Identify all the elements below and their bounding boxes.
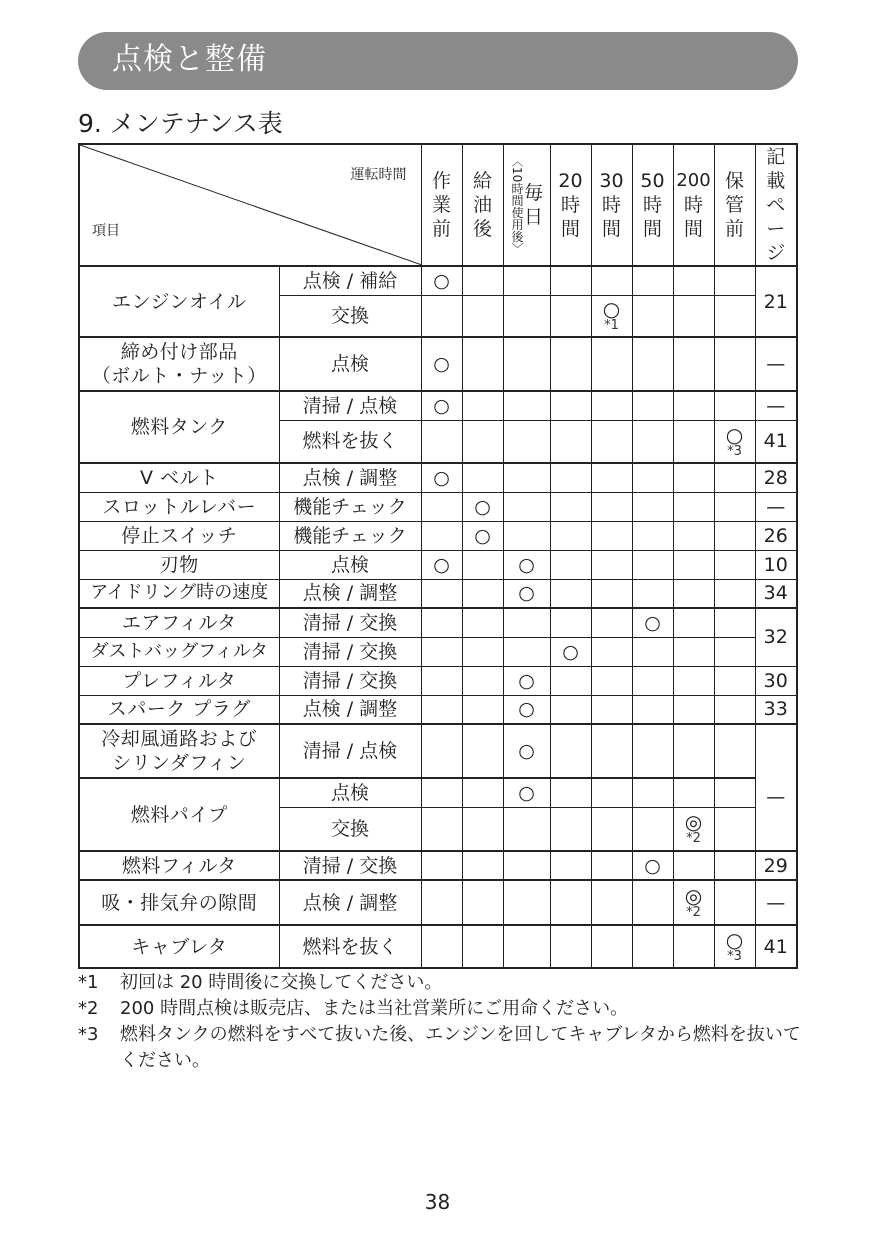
circle-mark: ○ bbox=[632, 851, 673, 880]
row-item: スロットルレバー bbox=[79, 492, 279, 521]
row-work: 交換 bbox=[279, 295, 421, 337]
row-item: エアフィルタ bbox=[79, 608, 279, 637]
col-daily: 〈10時間使用後〉 毎 日 bbox=[503, 144, 550, 266]
row-page: — bbox=[755, 724, 797, 851]
footnote-ref: *3 bbox=[727, 443, 742, 459]
circle-mark: ○ bbox=[421, 550, 462, 579]
banner-title: 点検と整備 bbox=[112, 42, 267, 77]
row-page: 30 bbox=[755, 666, 797, 695]
row-work: 点検 / 補給 bbox=[279, 266, 421, 295]
table-row bbox=[79, 695, 797, 724]
row-work: 点検 / 調整 bbox=[279, 880, 421, 925]
table-row bbox=[79, 463, 797, 492]
row-item: エンジンオイル bbox=[79, 266, 279, 337]
footnote-ref: *2 bbox=[686, 831, 701, 847]
row-work: 交換 bbox=[279, 807, 421, 851]
item-label: 項目 bbox=[92, 223, 120, 239]
row-work: 燃料を抜く bbox=[279, 420, 421, 463]
footnote: *2 200 時間点検は販売店、または当社営業所にご用命ください。 bbox=[78, 998, 629, 1019]
circle-mark: ○ bbox=[503, 550, 550, 579]
row-work: 清掃 / 交換 bbox=[279, 637, 421, 666]
section-title: 9. メンテナンス表 bbox=[78, 109, 283, 138]
table-row bbox=[79, 880, 797, 925]
double-circle-mark: ◎ bbox=[684, 884, 703, 908]
table-row bbox=[79, 608, 797, 637]
circle-mark: ○ bbox=[503, 666, 550, 695]
row-work: 点検 / 調整 bbox=[279, 463, 421, 492]
circle-mark: ○ bbox=[725, 928, 744, 952]
col-page: 記 載 ペ ー ジ bbox=[755, 144, 797, 266]
col-30h: 30 時 間 bbox=[591, 144, 632, 266]
row-item: 停止スイッチ bbox=[79, 521, 279, 550]
row-page: 26 bbox=[755, 521, 797, 550]
circle-mark: ○ bbox=[602, 297, 621, 322]
interval-cell bbox=[714, 925, 755, 968]
row-page: — bbox=[755, 337, 797, 391]
interval-cell bbox=[714, 420, 755, 463]
col-50h: 50 時 間 bbox=[632, 144, 673, 266]
maintenance-table bbox=[78, 143, 798, 969]
row-page: 41 bbox=[755, 925, 797, 968]
col-after-refuel: 給 油 後 bbox=[462, 144, 503, 266]
interval-cell bbox=[673, 880, 714, 925]
row-work: 清掃 / 点検 bbox=[279, 391, 421, 420]
row-item: 吸・排気弁の隙間 bbox=[79, 880, 279, 925]
interval-cell bbox=[591, 295, 632, 337]
row-item: プレフィルタ bbox=[79, 666, 279, 695]
footnotes bbox=[78, 970, 808, 1074]
table-row bbox=[79, 550, 797, 579]
row-item: ダストバッグフィルタ bbox=[79, 637, 279, 666]
circle-mark: ○ bbox=[550, 637, 591, 666]
table-row bbox=[79, 492, 797, 521]
table-row bbox=[79, 925, 797, 968]
col-before-work: 作 業 前 bbox=[421, 144, 462, 266]
row-work: 機能チェック bbox=[279, 521, 421, 550]
circle-mark: ○ bbox=[503, 724, 550, 778]
row-item: 刃物 bbox=[79, 550, 279, 579]
footnote: *1 初回は 20 時間後に交換してください。 bbox=[78, 972, 443, 993]
row-page: 10 bbox=[755, 550, 797, 579]
row-page: — bbox=[755, 391, 797, 420]
circle-mark: ○ bbox=[421, 266, 462, 295]
table-row bbox=[79, 391, 797, 420]
circle-mark: ○ bbox=[503, 778, 550, 807]
row-item: 冷却風通路および シリンダフィン bbox=[79, 724, 279, 778]
row-page: 34 bbox=[755, 579, 797, 608]
row-item: 燃料タンク bbox=[79, 391, 279, 463]
row-item: 燃料パイプ bbox=[79, 778, 279, 851]
table-row bbox=[79, 337, 797, 391]
row-page: 28 bbox=[755, 463, 797, 492]
double-circle-mark: ◎ bbox=[684, 810, 703, 835]
circle-mark: ○ bbox=[421, 463, 462, 492]
row-page: 41 bbox=[755, 420, 797, 463]
row-work: 清掃 / 交換 bbox=[279, 608, 421, 637]
circle-mark: ○ bbox=[503, 695, 550, 724]
row-item: V ベルト bbox=[79, 463, 279, 492]
row-work: 点検 / 調整 bbox=[279, 695, 421, 724]
table-row bbox=[79, 778, 797, 807]
col-200h: 200 時 間 bbox=[673, 144, 714, 266]
row-page: 29 bbox=[755, 851, 797, 880]
row-work: 清掃 / 点検 bbox=[279, 724, 421, 778]
table-row bbox=[79, 724, 797, 778]
page-number: 38 bbox=[424, 1190, 451, 1214]
circle-mark: ○ bbox=[462, 521, 503, 550]
row-work: 燃料を抜く bbox=[279, 925, 421, 968]
row-item: アイドリング時の速度 bbox=[79, 579, 279, 608]
footnote-ref: *3 bbox=[727, 949, 742, 964]
row-page: — bbox=[755, 492, 797, 521]
row-page: 32 bbox=[755, 608, 797, 666]
row-item: 締め付け部品 （ボルト・ナット） bbox=[79, 337, 279, 391]
run-time-label: 運転時間 bbox=[350, 167, 407, 183]
row-item: 燃料フィルタ bbox=[79, 851, 279, 880]
row-page: 21 bbox=[755, 266, 797, 337]
row-work: 点検 bbox=[279, 337, 421, 391]
row-page: — bbox=[755, 880, 797, 925]
row-work: 点検 / 調整 bbox=[279, 579, 421, 608]
footnote-ref: *2 bbox=[686, 905, 701, 920]
row-item: スパーク プラグ bbox=[79, 695, 279, 724]
row-work: 点検 bbox=[279, 778, 421, 807]
circle-mark: ○ bbox=[462, 492, 503, 521]
col-before-storage: 保 管 前 bbox=[714, 144, 755, 266]
table-row bbox=[79, 851, 797, 880]
col-20h: 20 時 間 bbox=[550, 144, 591, 266]
table-row bbox=[79, 579, 797, 608]
row-work: 点検 bbox=[279, 550, 421, 579]
table-row bbox=[79, 637, 797, 666]
corner-header bbox=[79, 144, 421, 266]
circle-mark: ○ bbox=[632, 608, 673, 637]
table-row bbox=[79, 666, 797, 695]
circle-mark: ○ bbox=[421, 391, 462, 420]
daily-note: 〈10時間使用後〉 bbox=[509, 155, 524, 255]
row-page: 33 bbox=[755, 695, 797, 724]
circle-mark: ○ bbox=[725, 422, 744, 447]
row-work: 清掃 / 交換 bbox=[279, 666, 421, 695]
row-work: 清掃 / 交換 bbox=[279, 851, 421, 880]
row-work: 機能チェック bbox=[279, 492, 421, 521]
table-row bbox=[79, 521, 797, 550]
row-item: キャブレタ bbox=[79, 925, 279, 968]
circle-mark: ○ bbox=[421, 337, 462, 391]
table-row bbox=[79, 266, 797, 295]
interval-cell bbox=[673, 807, 714, 851]
circle-mark: ○ bbox=[503, 579, 550, 608]
footnote: *3 燃料タンクの燃料をすべて抜いた後、エンジンを回してキャブレタから燃料を抜いてください。 bbox=[78, 1024, 801, 1071]
footnote-ref: *1 bbox=[604, 318, 619, 334]
